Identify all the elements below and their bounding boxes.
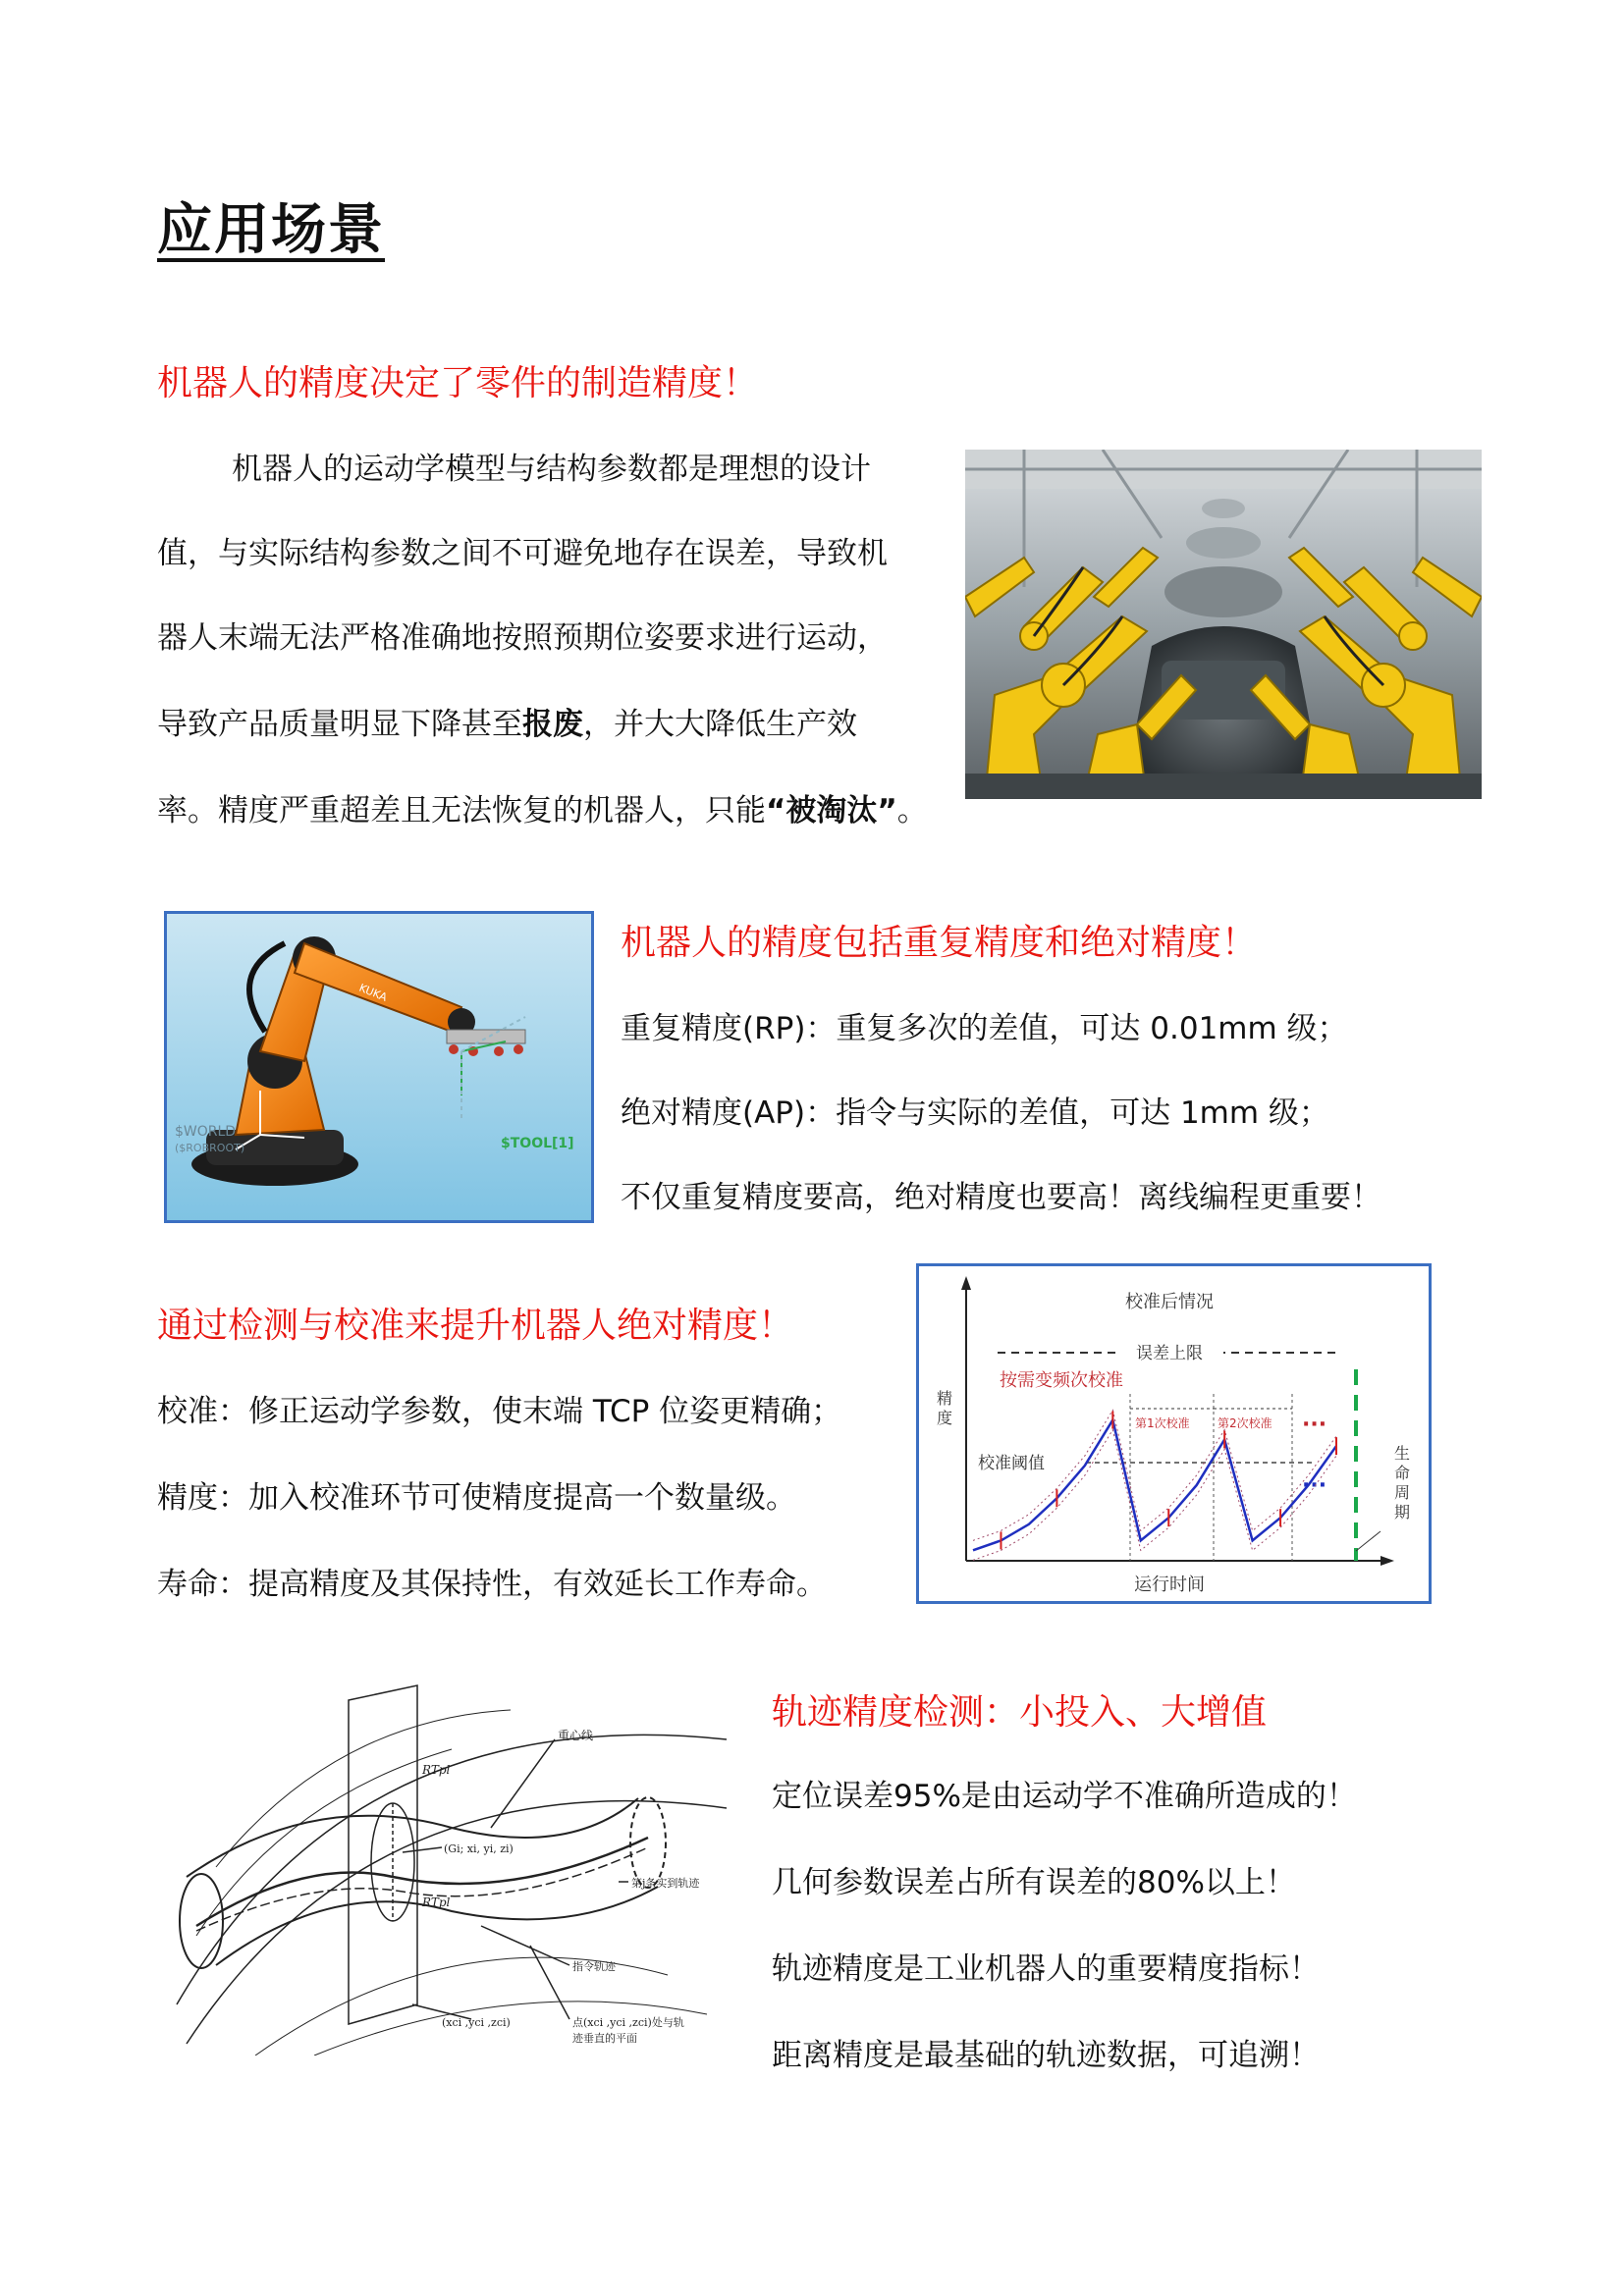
tool-frame-label: $TOOL[1] [501,1136,574,1151]
chart-xlabel: 运行时间 [1134,1575,1205,1595]
world-frame-label: $WORLD [175,1124,237,1140]
error-upper-label: 误差上限 [1136,1344,1203,1363]
section2-line-1: 重复精度(RP)：重复多次的差值，可达 0.01mm 级； [621,1011,1348,1046]
section3-line-1: 校准：修正运动学参数，使末端 TCP 位姿更精确； [157,1394,842,1429]
section1-heading: 机器人的精度决定了零件的制造精度！ [157,363,759,403]
section4-heading: 轨迹精度检测：小投入、大增值 [772,1692,1268,1733]
calibration-chart [916,1263,1432,1604]
section3-line-3: 寿命：提高精度及其保持性，有效延长工作寿命。 [157,1567,827,1602]
line5-pre: 率。精度严重超差且无法恢复的机器人，只能 [157,793,766,828]
robroot-frame-label: ($ROBROOT) [175,1142,245,1154]
section2-line-3: 不仅重复精度要高，绝对精度也要高！离线编程更重要！ [621,1180,1381,1215]
section4-line-2: 几何参数误差占所有误差的80%以上！ [772,1865,1296,1900]
chart-title: 校准后情况 [1125,1292,1214,1312]
ylabel-char-2: 度 [937,1409,953,1427]
chart-series [973,1411,1336,1561]
section1-line-3: 器人末端无法严格准确地按照预期位姿要求进行运动， [157,620,888,656]
series-line [973,1420,1336,1551]
dots-blue: ··· [1302,1473,1327,1498]
calib2-label: 第2次校准 [1218,1416,1272,1430]
section2-line-2: 绝对精度(AP)：指令与实际的差值，可达 1mm 级； [621,1095,1329,1131]
factory-robots-photo [965,450,1482,799]
plane-label-2: 迹垂直的平面 [572,2032,637,2045]
rt-bottom-label: RTpl [422,1896,451,1909]
rt-top-label: RTpl [422,1763,451,1777]
command-traj-label: 指令轨迹 [572,1960,616,1973]
ylabel-char-1: 精 [937,1389,953,1408]
section4-line-1: 定位误差95%是由运动学不准确所造成的！ [772,1779,1357,1814]
lifecycle-char-2: 命 [1394,1464,1411,1482]
section3-heading: 通过检测与校准来提升机器人绝对精度！ [157,1306,794,1346]
line4-pre: 导致产品质量明显下降甚至 [157,707,522,742]
line4-post: ，并大大降低生产效 [583,707,857,742]
actual-traj-label: 第j条实到轨迹 [631,1877,700,1890]
chart-ylabel [937,1389,957,1427]
plane-label-1: 点(xci ,yci ,zci)处与轨 [572,2016,684,2029]
lifecycle-char-3: 周 [1394,1483,1411,1502]
envelope-lower [973,1430,1336,1561]
section4-line-4: 距离精度是最基础的轨迹数据，可追溯！ [772,2038,1320,2073]
section4-line-3: 轨迹精度是工业机器人的重要精度指标！ [772,1951,1320,1987]
calib1-label: 第1次校准 [1135,1416,1190,1430]
kuka-robot-image [164,911,594,1223]
section3-line-2: 精度：加入校准环节可使精度提高一个数量级。 [157,1480,796,1516]
line5-post: 。 [896,793,928,828]
freq-calib-label: 按需变频次校准 [1000,1370,1123,1391]
section1-line-4 [157,699,857,743]
line4-bold: 报废 [522,707,583,742]
kuka-brand: KUKA [356,981,390,1004]
mid-point-label: (Gi; xi, yi, zi) [444,1842,514,1855]
section2-heading: 机器人的精度包括重复精度和绝对精度！ [621,923,1258,963]
center-line-label: 重心线 [558,1729,594,1742]
lifecycle-char-4: 期 [1394,1503,1411,1522]
lifecycle-label [1394,1444,1415,1522]
trajectory-diagram [157,1681,736,2056]
dots-red: ··· [1302,1413,1327,1437]
lifecycle-char-1: 生 [1394,1444,1411,1463]
point-label: (xci ,yci ,zci) [442,2016,511,2029]
page-title: 应用场景 [157,198,385,262]
section1-line-5 [157,785,928,829]
threshold-label: 校准阈值 [978,1454,1045,1473]
section1-line-1: 机器人的运动学模型与结构参数都是理想的设计 [232,452,871,487]
section1-line-2: 值，与实际结构参数之间不可避免地存在误差，导致机 [157,536,888,571]
line5-bold: “被淘汰” [766,793,897,828]
